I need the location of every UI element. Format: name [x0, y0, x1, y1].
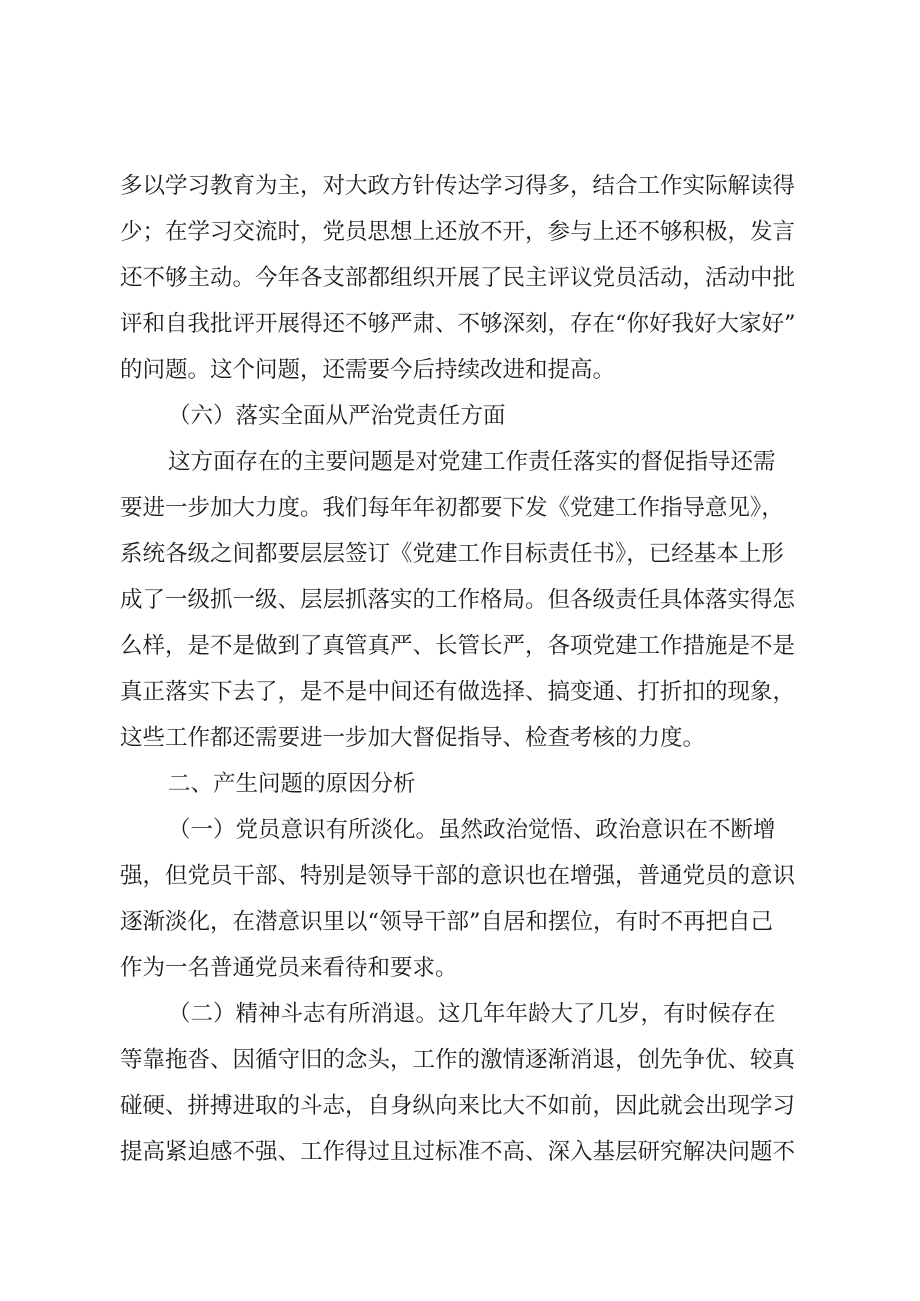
- line-text: 这些工作都还需要进一步加大督促指导、检查考核的力度。: [120, 725, 706, 751]
- section-heading: [0, 766, 920, 802]
- text-line: [0, 168, 920, 204]
- text-line: [0, 720, 920, 756]
- line-text: 还不够主动。今年各支部都组织开展了民主评议党员活动，活动中批: [120, 265, 796, 291]
- text-line: [0, 444, 920, 480]
- line-text: 等靠拖沓、因循守旧的念头，工作的激情逐渐消退，创先争优、较真: [120, 1047, 796, 1073]
- line-text: （二）精神斗志有所消退。这几年年龄大了几岁，有时候存在: [168, 1001, 776, 1027]
- heading-text: （六）落实全面从严治党责任方面: [168, 403, 506, 429]
- text-line: [0, 674, 920, 710]
- line-text: 的问题。这个问题，还需要今后持续改进和提高。: [120, 357, 616, 383]
- line-text: 要进一步加大力度。我们每年年初都要下发《党建工作指导意见》，: [120, 495, 784, 521]
- text-line: [0, 352, 920, 388]
- text-line: [0, 582, 920, 618]
- text-line: [0, 536, 920, 572]
- line-text: 少；在学习交流时，党员思想上还放不开，参与上还不够积极，发言: [120, 219, 796, 245]
- line-text: 提高紧迫感不强、工作得过且过标准不高、深入基层研究解决问题不: [120, 1139, 796, 1165]
- text-line: [0, 812, 920, 848]
- line-text: 么样，是不是做到了真管真严、长管长严，各项党建工作措施是不是: [120, 633, 796, 659]
- line-text: 这方面存在的主要问题是对党建工作责任落实的督促指导还需: [168, 449, 776, 475]
- text-line: [0, 950, 920, 986]
- heading-text: 二、产生问题的原因分析: [168, 771, 416, 797]
- line-text: 真正落实下去了，是不是中间还有做选择、搞变通、打折扣的现象，: [120, 679, 796, 705]
- text-line: [0, 628, 920, 664]
- line-text: （一）党员意识有所淡化。虽然政治觉悟、政治意识在不断增: [168, 817, 776, 843]
- section-heading: [0, 398, 920, 434]
- text-line: [0, 858, 920, 894]
- text-line: [0, 214, 920, 250]
- line-text: 逐渐淡化，在潜意识里以“领导干部”自居和摆位，有时不再把自己: [120, 909, 774, 935]
- line-text: 作为一名普通党员来看待和要求。: [120, 955, 458, 981]
- text-line: [0, 996, 920, 1032]
- line-text: 多以学习教育为主，对大政方针传达学习得多，结合工作实际解读得: [120, 173, 796, 199]
- line-text: 强，但党员干部、特别是领导干部的意识也在增强，普通党员的意识: [120, 863, 796, 889]
- line-text: 系统各级之间都要层层签订《党建工作目标责任书》，已经基本上形: [120, 541, 784, 567]
- line-text: 成了一级抓一级、层层抓落实的工作格局。但各级责任具体落实得怎: [120, 587, 796, 613]
- line-text: 碰硬、拼搏进取的斗志，自身纵向来比大不如前，因此就会出现学习: [120, 1093, 796, 1119]
- text-line: [0, 1088, 920, 1124]
- text-line: [0, 1042, 920, 1078]
- line-text: 评和自我批评开展得还不够严肃、不够深刻，存在“你好我好大家好”: [120, 311, 796, 337]
- text-line: [0, 1134, 920, 1170]
- text-line: [0, 306, 920, 342]
- text-line: [0, 904, 920, 940]
- text-line: [0, 260, 920, 296]
- text-line: [0, 490, 920, 526]
